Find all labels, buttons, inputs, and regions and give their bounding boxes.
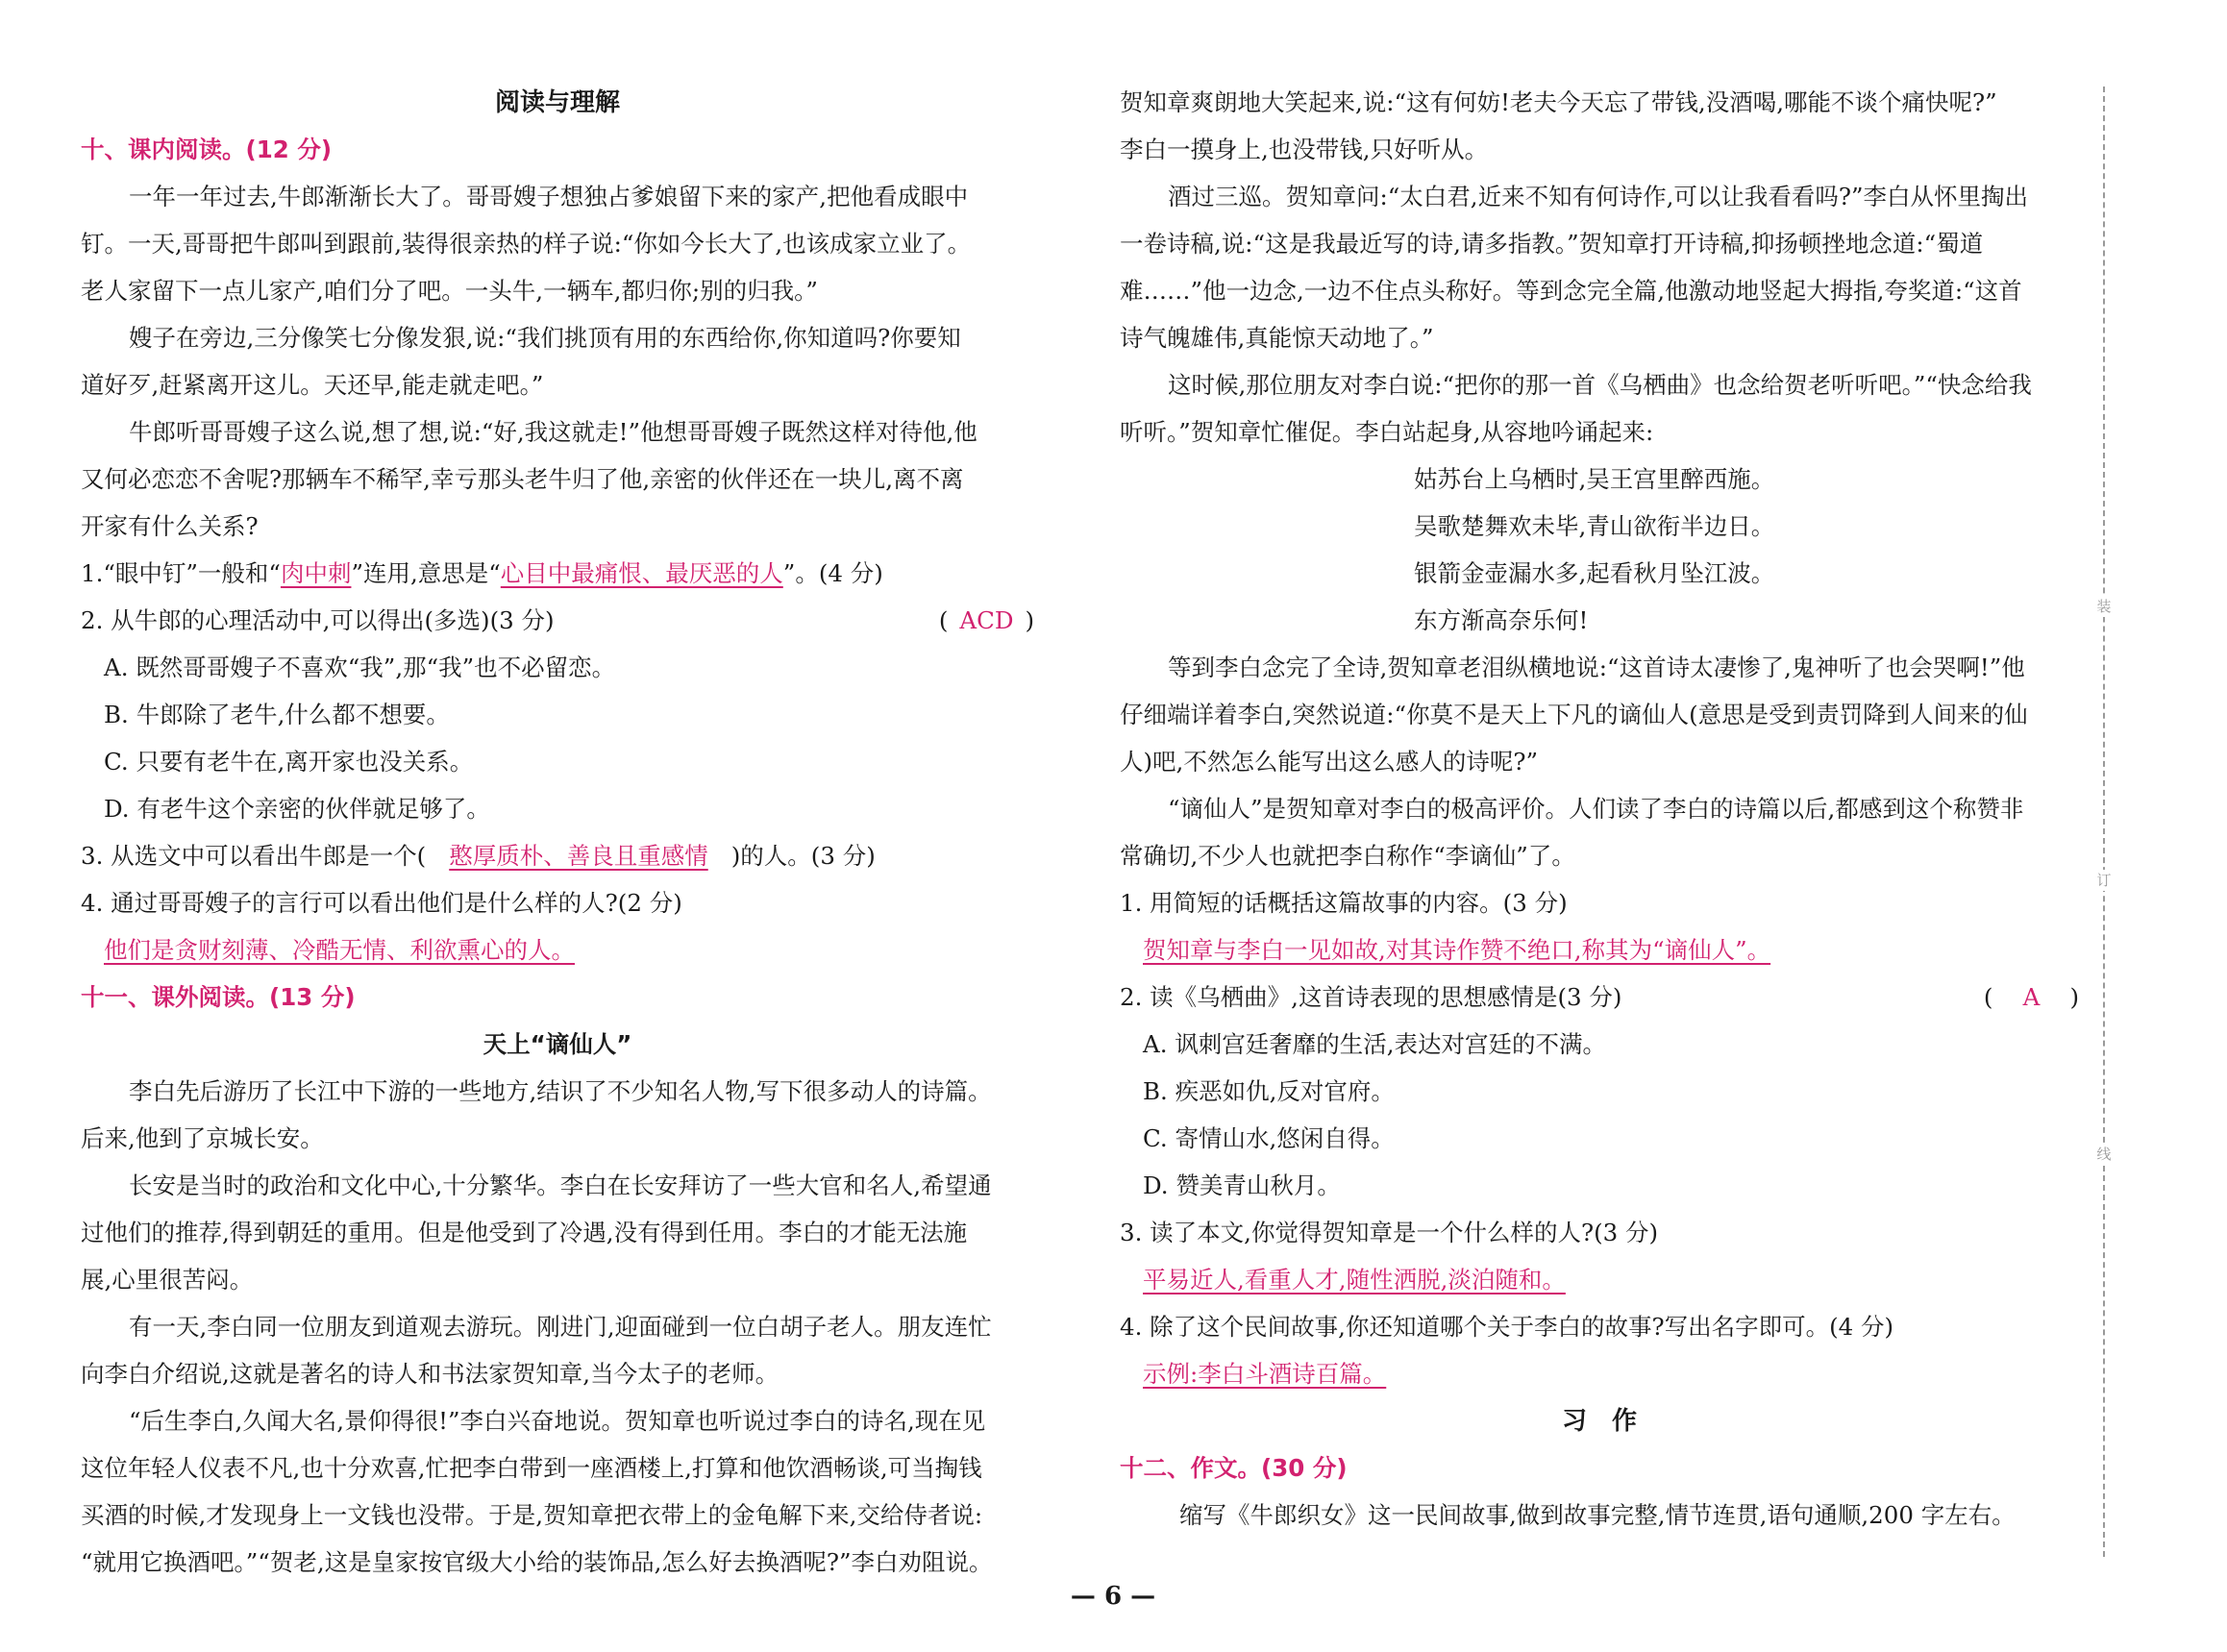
question-text: 3. 从选文中可以看出牛郎是一个( (81, 842, 427, 870)
passage-line: 人)吧,不然怎么能写出这么感人的诗呢?” (1120, 748, 1539, 776)
passage-line: 等到李白念完了全诗,贺知章老泪纵横地说:“这首诗太凄惨了,鬼神听了也会哭啊!”他 (1168, 653, 2025, 681)
section-heading-reading: 阅读与理解 (494, 88, 620, 117)
passage-line: 李白一摸身上,也没带钱,只好听从。 (1120, 136, 1489, 163)
passage-line: 又何必恋恋不舍呢?那辆车不稀罕,幸亏那头老牛归了他,亲密的伙伴还在一块儿,离不离 (81, 465, 964, 493)
answer-fill: 心目中最痛恨、最厌恶的人 (500, 559, 783, 587)
answer-line (1120, 1257, 2079, 1303)
passage-line: 一卷诗稿,说:“这是我最近写的诗,请多指教。”贺知章打开诗稿,抑扬顿挫地念道:“蜀道 (1120, 230, 1984, 258)
question-10-1 (81, 551, 1034, 597)
section-11-title: 十一、课外阅读。(13 分) (81, 983, 356, 1011)
poem-line: 姑苏台上乌栖时,吴王宫里醉西施。 (1414, 465, 1775, 493)
passage-line: 过他们的推荐,得到朝廷的重用。但是他受到了冷遇,没有得到任用。李白的才能无法施 (81, 1219, 968, 1246)
option-c: C. 只要有老牛在,离开家也没关系。 (104, 748, 474, 776)
question-11-4: 4. 除了这个民间故事,你还知道哪个关于李白的故事?写出名字即可。(4 分) (1120, 1313, 1894, 1341)
passage-line: 长安是当时的政治和文化中心,十分繁华。李白在长安拜访了一些大官和名人,希望通 (129, 1171, 992, 1199)
section-10-title: 十、课内阅读。(12 分) (81, 136, 333, 163)
question-text: ”。(4 分) (782, 559, 883, 587)
page-number: — 6 — (1070, 1582, 1156, 1611)
question-text: 1.“眼中钉”一般和“ (81, 559, 281, 587)
question-10-3 (81, 833, 1034, 879)
answer-bracket: ( ACD ) (939, 598, 1034, 644)
passage-line: 买酒的时候,才发现身上一文钱也没带。于是,贺知章把衣带上的金龟解下来,交给侍者说: (81, 1501, 983, 1529)
option-a: A. 既然哥哥嫂子不喜欢“我”,那“我”也不必留恋。 (104, 653, 616, 681)
passage-line: 一年一年过去,牛郎渐渐长大了。哥哥嫂子想独占爹娘留下来的家产,把他看成眼中 (129, 183, 969, 210)
poem-line: 银箭金壶漏水多,起看秋月坠江波。 (1414, 559, 1775, 587)
answer-choice: A (2022, 983, 2041, 1011)
passage-line: “就用它换酒吧。”“贺老,这是皇家按官级大小给的装饰品,怎么好去换酒呢?”李白劝阻说。 (81, 1548, 993, 1576)
question-text: 2. 从牛郎的心理活动中,可以得出(多选)(3 分) (81, 606, 555, 634)
answer-line (81, 927, 1034, 974)
passage-line: 向李白介绍说,这就是著名的诗人和书法家贺知章,当今太子的老师。 (81, 1360, 779, 1388)
passage-line: “谪仙人”是贺知章对李白的极高评价。人们读了李白的诗篇以后,都感到这个称赞非 (1168, 795, 2024, 823)
answer-fill: 示例:李白斗酒诗百篇。 (1143, 1360, 1387, 1388)
passage-line: 李白先后游历了长江中下游的一些地方,结识了不少知名人物,写下很多动人的诗篇。 (129, 1077, 992, 1105)
answer-fill: 贺知章与李白一见如故,对其诗作赞不绝口,称其为“谪仙人”。 (1143, 936, 1771, 964)
passage-line: 有一天,李白同一位朋友到道观去游玩。刚进门,迎面碰到一位白胡子老人。朋友连忙 (129, 1313, 992, 1341)
binding-mark: 订 (2093, 870, 2115, 891)
passage-line: 酒过三巡。贺知章问:“太白君,近来不知有何诗作,可以让我看看吗?”李白从怀里掏出 (1168, 183, 2029, 210)
passage-line: 道好歹,赶紧离开这儿。天还早,能走就走吧。” (81, 371, 544, 399)
answer-bracket: ( A ) (1984, 974, 2079, 1021)
passage-line: 牛郎听哥哥嫂子这么说,想了想,说:“好,我这就走!”他想哥哥嫂子既然这样对待他,他 (129, 418, 977, 446)
answer-fill: 憨厚质朴、善良且重感情 (449, 842, 708, 870)
story-title: 天上“谪仙人” (483, 1030, 632, 1058)
passage-line: 难……”他一边念,一边不住点头称好。等到念完全篇,他激动地竖起大拇指,夸奖道:“这首 (1120, 277, 2022, 305)
passage-line: 贺知章爽朗地大笑起来,说:“这有何妨!老夫今天忘了带钱,没酒喝,哪能不谈个痛快呢?” (1120, 88, 1997, 116)
question-text: )的人。(3 分) (730, 842, 876, 870)
binding-mark: 装 (2093, 596, 2115, 617)
question-11-2 (1120, 974, 2079, 1021)
question-10-2 (81, 598, 1034, 644)
section-12-title: 十二、作文。(30 分) (1120, 1454, 1348, 1482)
passage-line: 后来,他到了京城长安。 (81, 1124, 324, 1152)
question-10-4: 4. 通过哥哥嫂子的言行可以看出他们是什么样的人?(2 分) (81, 889, 682, 917)
poem-line: 吴歌楚舞欢未毕,青山欲衔半边日。 (1414, 512, 1775, 540)
answer-line (1120, 1351, 2079, 1397)
question-text: ”连用,意思是“ (351, 559, 501, 587)
passage-line: “后生李白,久闻大名,景仰得很!”李白兴奋地说。贺知章也听说过李白的诗名,现在见 (129, 1407, 986, 1435)
passage-line: 展,心里很苦闷。 (81, 1266, 254, 1294)
passage-line: 诗气魄雄伟,真能惊天动地了。” (1120, 324, 1434, 352)
binding-mark: 线 (2093, 1144, 2115, 1165)
question-text: 2. 读《乌栖曲》,这首诗表现的思想感情是(3 分) (1120, 983, 1622, 1011)
passage-line: 常确切,不少人也就把李白称作“李谪仙”了。 (1120, 842, 1575, 870)
passage-line: 这位年轻人仪表不凡,也十分欢喜,忙把李白带到一座酒楼上,打算和他饮酒畅谈,可当掏钱 (81, 1454, 982, 1482)
poem-line: 东方渐高奈乐何! (1414, 606, 1589, 634)
passage-line: 听听。”贺知章忙催促。李白站起身,从容地吟诵起来: (1120, 418, 1654, 446)
passage-line: 开家有什么关系? (81, 512, 259, 540)
option-c: C. 寄情山水,悠闲自得。 (1143, 1124, 1395, 1152)
option-a: A. 讽刺宫廷奢靡的生活,表达对宫廷的不满。 (1143, 1030, 1607, 1058)
passage-line: 这时候,那位朋友对李白说:“把你的那一首《乌栖曲》也念给贺老听听吧。”“快念给我 (1168, 371, 2032, 399)
section-heading-writing: 习 作 (1561, 1407, 1637, 1436)
passage-line: 钉。一天,哥哥把牛郎叫到跟前,装得很亲热的样子说:“你如今长大了,也该成家立业了。 (81, 230, 972, 258)
binding-dashed-line (2103, 86, 2105, 1557)
passage-line: 仔细端详着李白,突然说道:“你莫不是天上下凡的谪仙人(意思是受到责罚降到人间来的仙 (1120, 701, 2028, 728)
answer-choice: ACD (959, 606, 1014, 634)
answer-fill: 平易近人,看重人才,随性洒脱,淡泊随和。 (1143, 1266, 1566, 1294)
answer-line (1120, 927, 2079, 974)
passage-line: 嫂子在旁边,三分像笑七分像发狠,说:“我们挑顶有用的东西给你,你知道吗?你要知 (129, 324, 961, 352)
question-11-1: 1. 用简短的话概括这篇故事的内容。(3 分) (1120, 889, 1568, 917)
writing-prompt: 缩写《牛郎织女》这一民间故事,做到故事完整,情节连贯,语句通顺,200 字左右。 (1179, 1501, 2016, 1529)
option-b: B. 牛郎除了老牛,什么都不想要。 (104, 701, 450, 728)
option-d: D. 赞美青山秋月。 (1143, 1171, 1341, 1199)
option-d: D. 有老牛这个亲密的伙伴就足够了。 (104, 795, 490, 823)
answer-fill: 他们是贪财刻薄、冷酷无情、利欲熏心的人。 (104, 936, 575, 964)
question-11-3: 3. 读了本文,你觉得贺知章是一个什么样的人?(3 分) (1120, 1219, 1659, 1246)
option-b: B. 疾恶如仇,反对官府。 (1143, 1077, 1395, 1105)
passage-line: 老人家留下一点儿家产,咱们分了吧。一头牛,一辆车,都归你;别的归我。” (81, 277, 818, 305)
answer-fill: 肉中刺 (280, 559, 352, 587)
